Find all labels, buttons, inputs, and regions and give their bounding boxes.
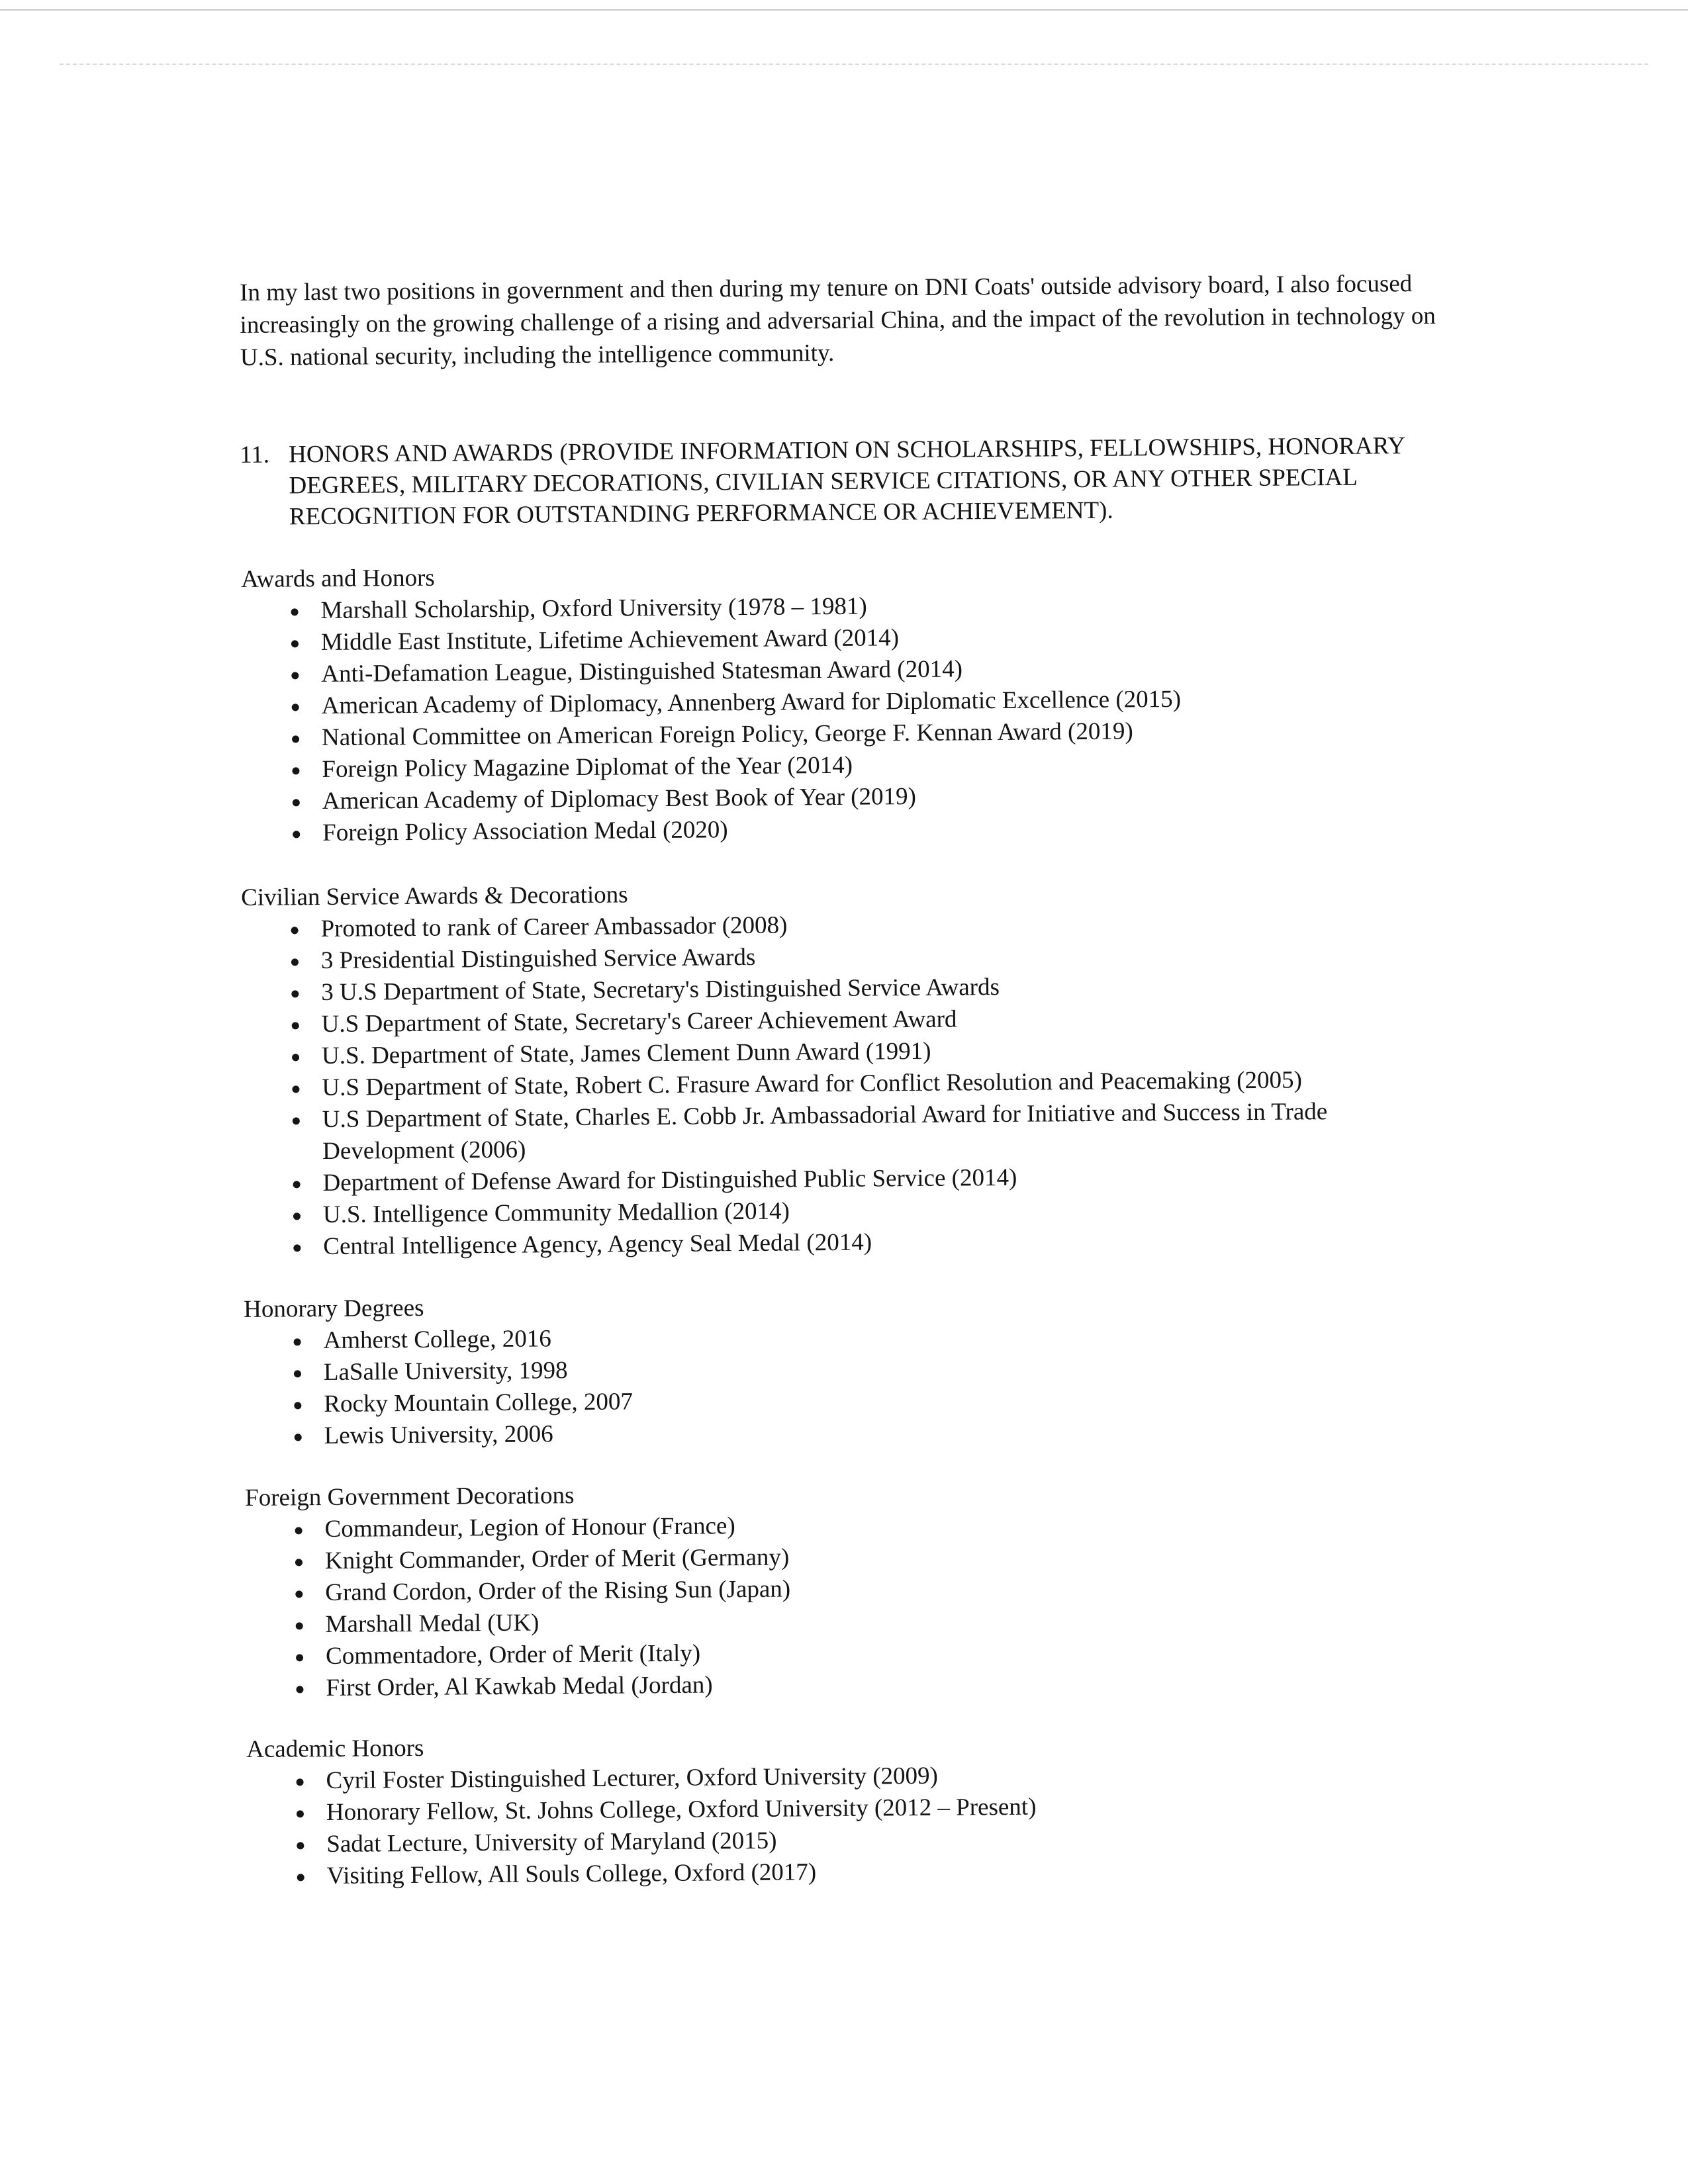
list-item: Commandeur, Legion of Honour (France): [295, 1504, 1503, 1545]
bullet-icon: [292, 1022, 299, 1029]
bullet-icon: [296, 1622, 303, 1629]
list-item: Cyril Foster Distinguished Lecturer, Oxford University (2009): [296, 1756, 1504, 1797]
list-item: Anti-Defamation League, Distinguished Statesman Award (2014): [291, 649, 1499, 690]
question-11: [240, 430, 1465, 533]
section-civilian-service-awards: [241, 872, 1501, 1263]
bullet-icon: [291, 640, 299, 647]
list-item: Amherst College, 2016: [293, 1316, 1501, 1357]
bullet-icon: [293, 1212, 301, 1220]
list-item: Rocky Mountain College, 2007: [294, 1379, 1502, 1420]
bullet-icon: [291, 990, 299, 997]
bullet-icon: [297, 1874, 305, 1881]
list-item: Grand Cordon, Order of the Rising Sun (Japan): [295, 1568, 1503, 1609]
section-academic-honors: [246, 1724, 1505, 1893]
bullet-icon: [292, 704, 299, 711]
bullet-icon: [292, 1085, 299, 1093]
list-item: Middle East Institute, Lifetime Achievement Award (2014): [291, 617, 1499, 659]
list-item: Visiting Fellow, All Souls College, Oxford (2017): [297, 1851, 1505, 1892]
academic-honors-list: [246, 1756, 1505, 1893]
list-item: Promoted to rank of Career Ambassador (2008): [291, 904, 1499, 945]
bullet-icon: [291, 608, 299, 615]
bullet-icon: [297, 1842, 304, 1849]
bullet-icon: [292, 735, 299, 743]
list-item: U.S Department of State, Robert C. Frasure Award for Conflict Resolution and Peacemaking (2005): [292, 1063, 1500, 1104]
list-item: Department of Defense Award for Distinguished Public Service (2014): [293, 1158, 1501, 1199]
section-foreign-government-decorations: [245, 1473, 1505, 1705]
list-item: First Order, Al Kawkab Medal (Jordan): [296, 1663, 1504, 1704]
section-awards-and-honors: [241, 554, 1501, 850]
bullet-icon: [296, 1654, 303, 1661]
question-number: 11.: [240, 441, 270, 469]
bullet-icon: [291, 958, 299, 966]
bullet-icon: [293, 1244, 301, 1251]
list-item: Lewis University, 2006: [295, 1411, 1503, 1452]
scan-edge-line: [0, 9, 1688, 11]
bullet-icon: [295, 1433, 302, 1441]
section-heading: Awards and Honors: [241, 564, 435, 593]
list-item: Honorary Fellow, St. Johns College, Oxford University (2012 – Present): [297, 1788, 1505, 1829]
bullet-icon: [295, 1527, 303, 1534]
bullet-icon: [293, 1117, 300, 1124]
list-item: 3 U.S Department of State, Secretary's Distinguished Service Awards: [291, 968, 1499, 1009]
bullet-icon: [294, 1402, 301, 1409]
bullet-icon: [292, 1054, 299, 1061]
list-item: U.S. Intelligence Community Medallion (2014): [293, 1190, 1501, 1231]
foreign-decorations-list: [245, 1504, 1504, 1705]
list-item: American Academy of Diplomacy Best Book of Year (2019): [293, 776, 1501, 817]
honorary-degrees-list: [244, 1316, 1502, 1453]
list-item: U.S Department of State, Secretary's Career Achievement Award: [292, 999, 1500, 1040]
question-text: HONORS AND AWARDS (PROVIDE INFORMATION ON SCHOLARSHIPS, FELLOWSHIPS, HONORARY DEGREES, MILITARY DECORATIONS, CIVILIAN SERVICE CITATIONS, OR ANY OTHER SPECIAL RECOGNITION FOR OUTSTANDING PERFORMANCE OR ACHIEVEMENT).: [289, 432, 1405, 531]
bullet-icon: [295, 1559, 303, 1566]
bullet-icon: [291, 672, 299, 679]
bullet-icon: [293, 1181, 301, 1188]
list-item: American Academy of Diplomacy, Annenberg Award for Diplomatic Excellence (2015): [292, 681, 1500, 722]
list-item: Central Intelligence Agency, Agency Seal Medal (2014): [293, 1222, 1501, 1263]
bullet-icon: [293, 831, 300, 838]
bullet-icon: [294, 1338, 301, 1345]
list-item: U.S. Department of State, James Clement Dunn Award (1991): [292, 1031, 1500, 1072]
bullet-icon: [292, 767, 299, 774]
list-item: 3 Presidential Distinguished Service Awards: [291, 936, 1499, 977]
list-item: Knight Commander, Order of Merit (Germany): [295, 1536, 1503, 1577]
scan-header-line: [60, 64, 1648, 65]
section-honorary-degrees: [244, 1284, 1503, 1453]
list-item: Foreign Policy Magazine Diplomat of the Year (2014): [292, 745, 1500, 786]
bullet-icon: [297, 1778, 304, 1786]
list-item: U.S Department of State, Charles E. Cobb Jr. Ambassadorial Award for Initiative and Success in Trade Development (2006): [293, 1095, 1501, 1167]
section-heading: Foreign Government Decorations: [245, 1482, 575, 1512]
list-item: LaSalle University, 1998: [294, 1347, 1502, 1388]
bullet-icon: [295, 1590, 303, 1598]
list-item: Foreign Policy Association Medal (2020): [293, 808, 1501, 849]
bullet-icon: [293, 799, 300, 806]
bullet-icon: [294, 1370, 301, 1377]
section-heading: Academic Honors: [246, 1734, 424, 1763]
list-item: Sadat Lecture, University of Maryland (2015): [297, 1819, 1505, 1860]
civilian-awards-list: [241, 904, 1501, 1263]
section-heading: Honorary Degrees: [244, 1294, 424, 1323]
awards-list: [241, 586, 1501, 850]
section-heading: Civilian Service Awards & Decorations: [241, 881, 628, 911]
bullet-icon: [297, 1810, 304, 1817]
intro-paragraph: In my last two positions in government and then during my tenure on DNI Coats' outside advisory board, I also focused increasingly on the growing challenge of a rising and adversarial China, and the impact of the revolution in technology on U.S. national security, including the intelligence community.: [240, 270, 1436, 371]
list-item: Marshall Scholarship, Oxford University (1978 – 1981): [291, 586, 1499, 627]
list-item: Marshall Medal (UK): [296, 1600, 1504, 1641]
list-item: Commentadore, Order of Merit (Italy): [296, 1631, 1504, 1672]
bullet-icon: [296, 1686, 303, 1693]
list-item: National Committee on American Foreign Policy, George F. Kennan Award (2019): [292, 713, 1500, 754]
bullet-icon: [291, 927, 299, 934]
